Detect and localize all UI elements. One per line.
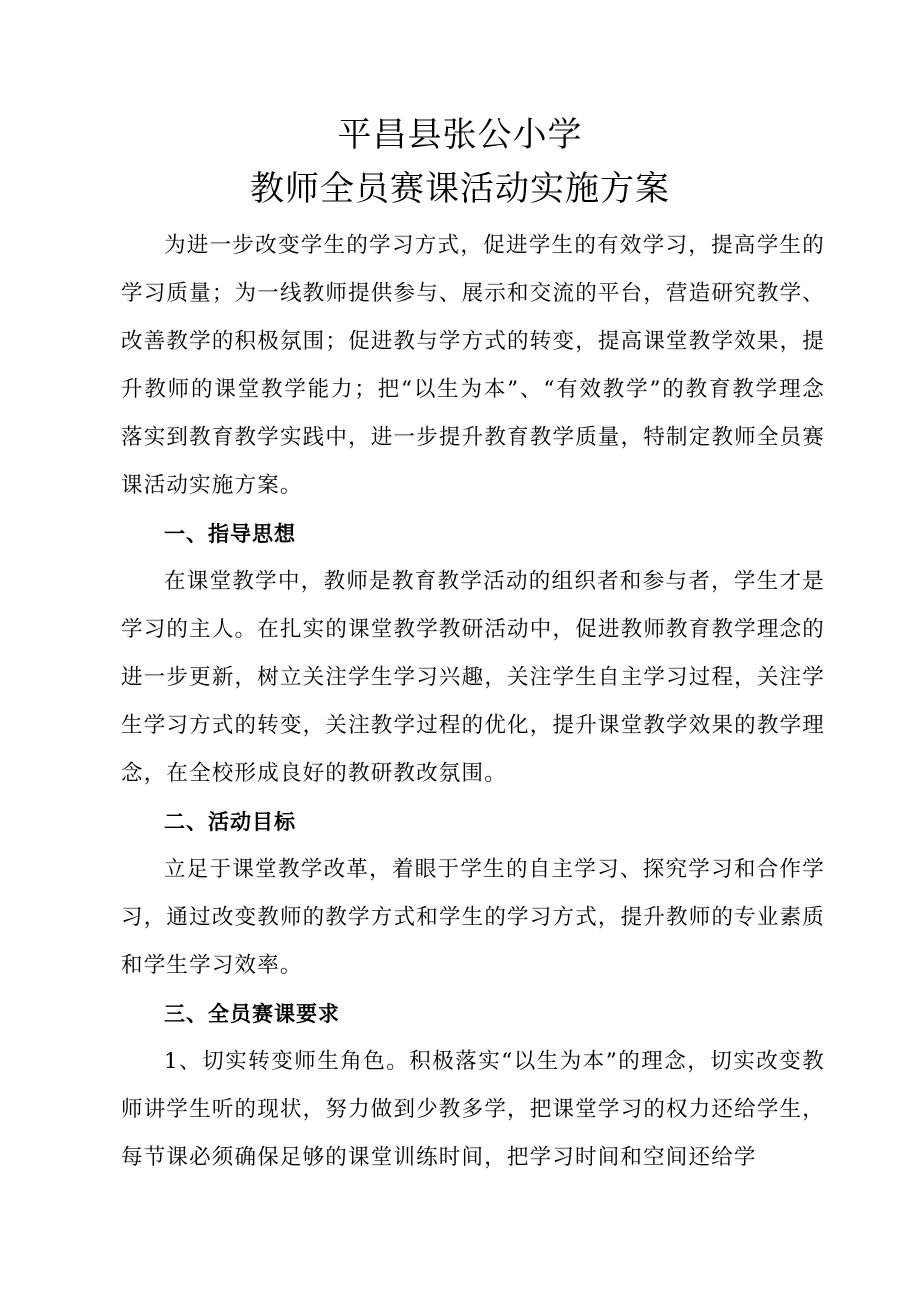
title-school-name: 平昌县张公小学 <box>337 115 583 155</box>
intro-paragraph: 为进一步改变学生的学习方式，促进学生的有效学习，提高学生的学习质量；为一线教师提供参与、展示和交流的平台，营造研究教学、改善教学的积极氛围；促进教与学方式的转变，提高课堂教学效果，提升教师的课堂教学能力；把“以生为本”、“有效教学”的教育教学理念落实到教育教学实践中，进一步提升教育教学质量，特制定教师全员赛课活动实施方案。 <box>121 233 825 498</box>
section-heading-activity-goals: 二、活动目标 <box>164 810 296 834</box>
section-body-requirements: 1、切实转变师生角色。积极落实“以生为本”的理念，切实改变教师讲学生听的现状，努力做到少教多学，把课堂学习的权力还给学生，每节课必须确保足够的课堂训练时间，把学习时间和空间还给学 <box>121 1049 825 1170</box>
document-title <box>0 108 920 216</box>
title-plan-name: 教师全员赛课活动实施方案 <box>250 169 670 209</box>
section-heading-guiding-ideology: 一、指导思想 <box>164 522 296 546</box>
section-body-activity-goals: 立足于课堂教学改革，着眼于学生的自主学习、探究学习和合作学习，通过改变教师的教学方式和学生的学习方式，提升教师的专业素质和学生学习效率。 <box>121 857 825 978</box>
document-body <box>121 222 825 1182</box>
section-heading-requirements: 三、全员赛课要求 <box>164 1002 340 1026</box>
section-body-guiding-ideology: 在课堂教学中，教师是教育教学活动的组织者和参与者，学生才是学习的主人。在扎实的课堂教学教研活动中，促进教师教育教学理念的进一步更新，树立关注学生学习兴趣，关注学生自主学习过程，关注学生学习方式的转变，关注教学过程的优化，提升课堂教学效果的教学理念，在全校形成良好的教研教改氛围。 <box>121 569 825 786</box>
